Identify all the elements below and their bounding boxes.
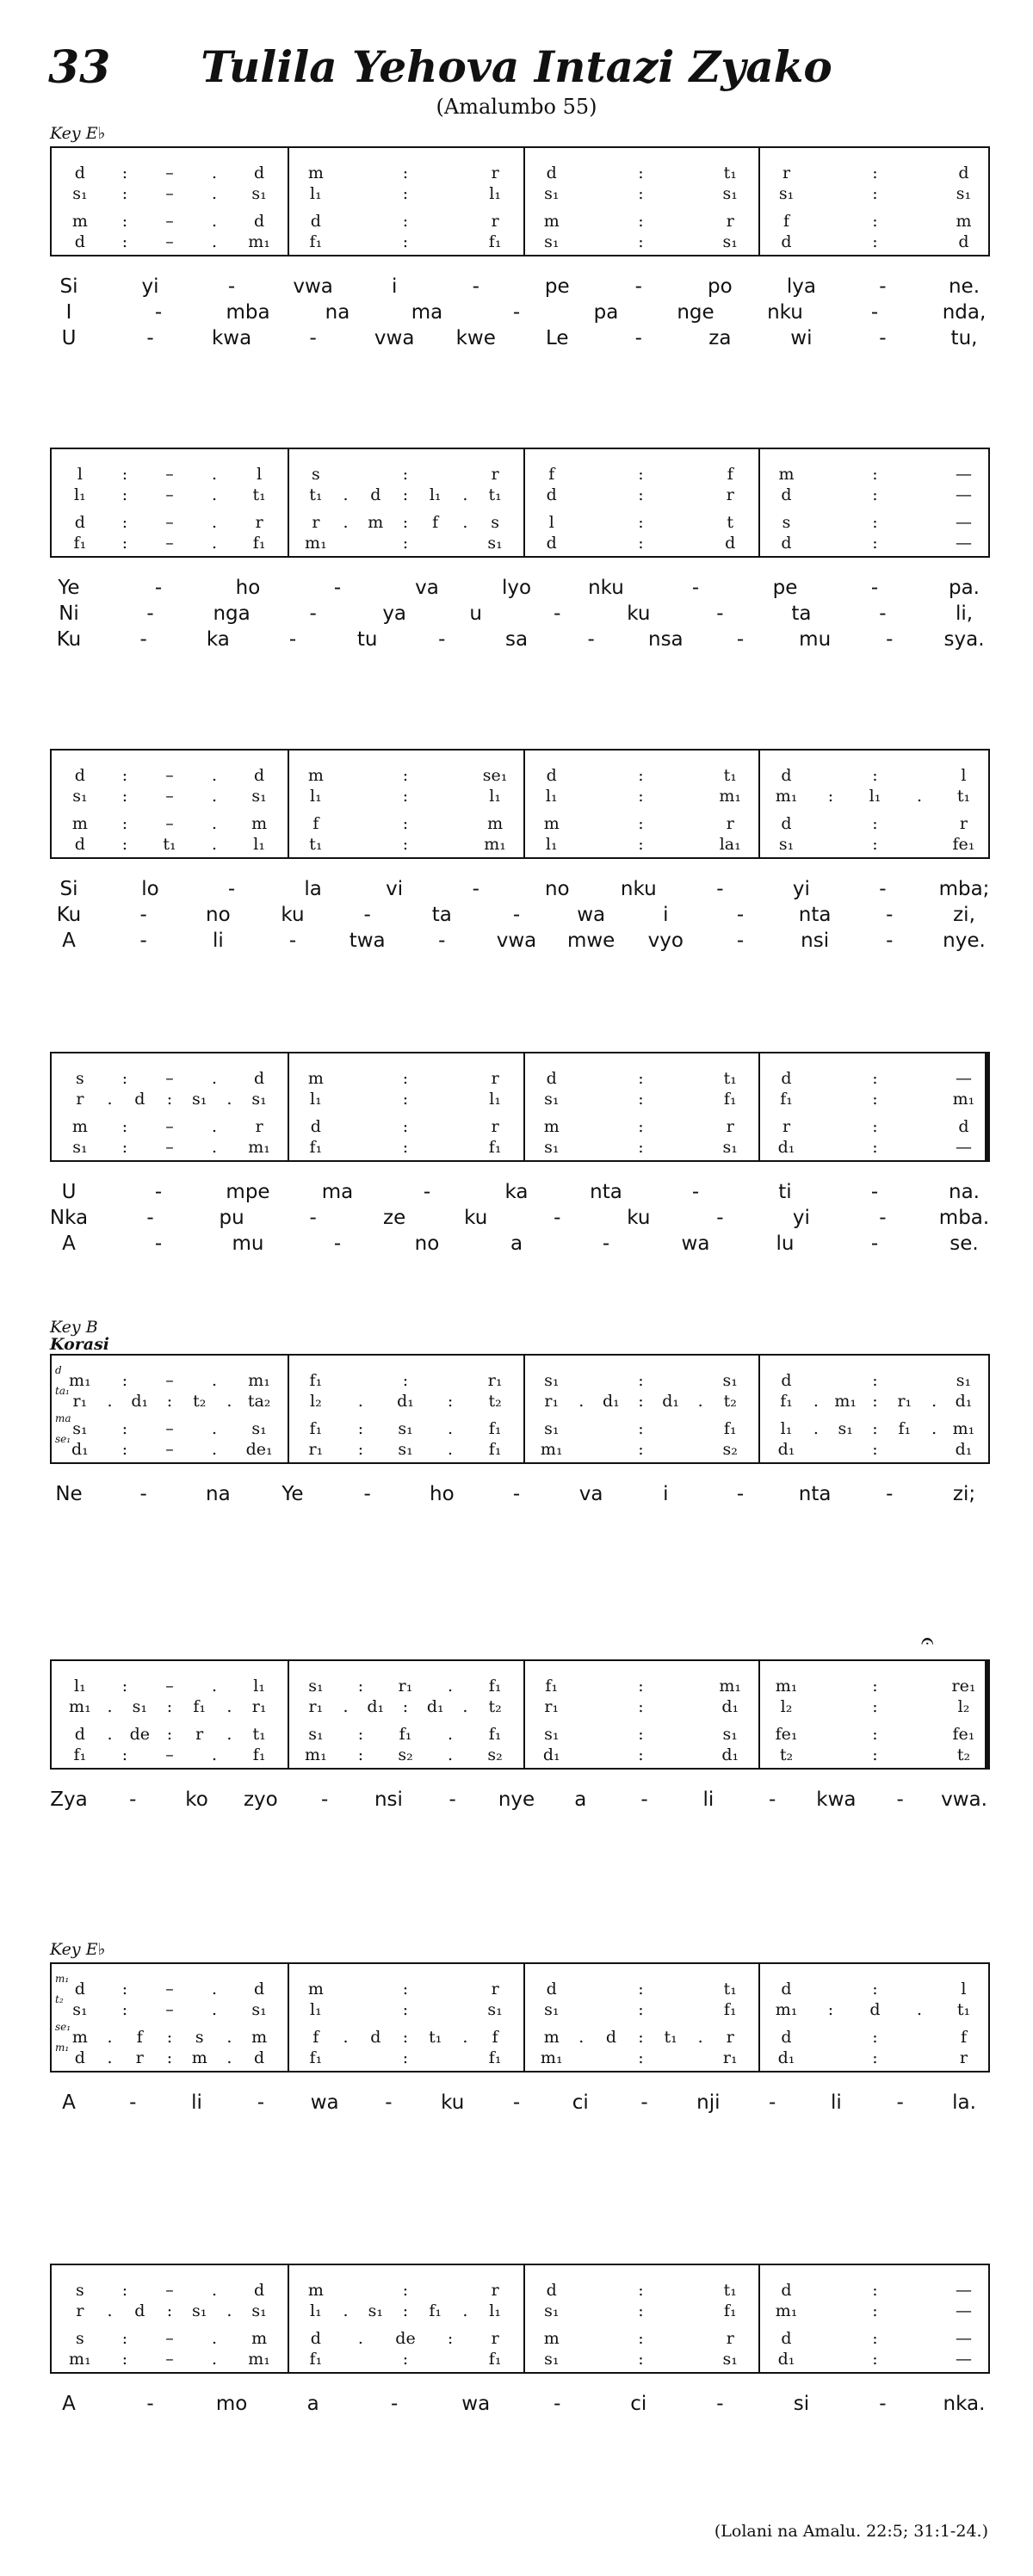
measure: m₁ : s₂ . s₂ [305,1745,503,1764]
voice-row [52,1697,985,1716]
scripture-reference: (Lolani na Amalu. 22:5; 31:1-24.) [714,2522,988,2541]
measure: s₁ : s₁ [544,1138,738,1157]
lyric-line: A - li - twa - vwa mwe vyo - nsi - nye. [62,930,986,952]
measure: l : – . l [77,465,263,484]
voice-row [52,2000,988,2019]
measure: m : r [543,212,734,231]
measure: d . r : m . d [74,2048,265,2067]
measure: s₁ : s₁ [778,184,972,203]
measure: s₁ : s₁ [544,184,738,203]
lyric-line: Ne - na Ye - ho - va i - nta - zi; [55,1483,976,1505]
measure: d : t₁ . l₁ [74,835,265,854]
voice-row [52,485,988,504]
measure: r₁ : s₁ . f₁ [308,1440,502,1459]
measure: f₁ : – . f₁ [73,1745,266,1764]
hymn-number: 33 [48,41,111,94]
measure: d : — [781,1069,972,1088]
voice-marker: d [55,1364,62,1376]
measure: f : m [312,814,504,833]
measure: d₁ : r [777,2048,968,2067]
measure: d : l [781,766,967,785]
voice-marker: m₁ [55,2042,70,2054]
measure: m . d : t₁ . r [543,2028,734,2047]
voice-row [52,835,988,854]
measure: s : – . d [75,2281,265,2300]
lyric-line: Ku - no ku - ta - wa i - nta - zi, [56,904,975,926]
voice-row [52,2350,988,2369]
voice-marker: ta₁ [55,1385,70,1397]
voice-row [52,1090,985,1109]
measure: f₁ : m₁ [780,1090,975,1109]
section-label: Korasi [50,1335,110,1354]
staff-system [50,2264,990,2374]
measure: l₁ : m₁ [545,787,742,806]
voice-marker: se₁ [55,2021,71,2033]
staff-system [50,1354,990,1464]
measure: m₁ : l₁ . t₁ [775,787,971,806]
measure: m : r [307,164,499,182]
lyric-line: Ni - nga - ya u - ku - ta - li, [59,602,974,625]
measure: f₁ : f₁ [309,2350,502,2369]
lyric-line: Zya - ko zyo - nsi - nye a - li - kwa - vwa. [50,1788,987,1811]
voice-row [52,232,988,251]
measure: m : r [543,2329,734,2348]
voice-marker: t₂ [55,1993,64,2005]
measure: f . d : t₁ . f [312,2028,498,2047]
voice-row [52,814,988,833]
measure: s₁ : s₁ [544,232,738,251]
measure: d : r [310,212,499,231]
measure: m : se₁ [307,766,508,785]
measure: r₁ : d₁ [544,1697,739,1716]
measure: m : r [307,2281,499,2300]
measure: f₁ : m₁ [545,1677,742,1696]
voice-row [52,2281,988,2300]
measure: m₁ : s₂ [540,1440,738,1459]
lyric-line: U - mpe ma - ka nta - ti - na. [61,1181,980,1203]
measure: m : – . m [71,814,268,833]
measure: l₂ . d₁ : t₂ [310,1392,502,1411]
measure: d : l [781,1980,967,1998]
measure: m : r [307,1069,499,1088]
measure: m₁ . s₁ : f₁ . r₁ [69,1697,267,1716]
measure: d₁ : d₁ [777,1440,973,1459]
measure: l : t [548,513,734,532]
voice-row [52,1392,988,1411]
measure: d₁ : — [777,1138,972,1157]
voice-row [52,2329,988,2348]
measure: s : — [782,513,972,532]
key-signature: Key E♭ [50,124,106,143]
voice-row [52,1745,985,1764]
measure: f₁ : f₁ [309,2048,502,2067]
measure: m₁ : d . t₁ [775,2000,971,2019]
measure: d : – . m₁ [74,232,270,251]
measure: l₁ : l₁ [310,1090,501,1109]
voice-row [52,465,988,484]
measure: d₁ : d₁ [542,1745,739,1764]
measure: m : — [778,465,972,484]
measure: d : — [781,485,972,504]
measure: m : r [307,1980,499,1998]
measure: d : — [781,2329,972,2348]
measure: s₁ : s₁ [544,1725,738,1744]
voice-row [52,513,988,532]
voice-marker: ma [55,1412,71,1424]
measure: m₁ : r₁ [540,2048,738,2067]
measure: m . f : s . m [71,2028,268,2047]
hymn-title: Tulila Yehova Intazi Zyako [201,41,832,92]
measure: d : — [781,2281,972,2300]
measure: s : – . d [75,1069,265,1088]
measure: r₁ . d₁ : d₁ . t₂ [544,1392,737,1411]
measure: s₁ : s₁ [544,1371,738,1390]
measure: s₁ : f₁ [544,2301,737,2320]
measure: l₁ : – . l₁ [74,1677,265,1696]
measure: d : — [781,534,972,553]
measure: f : m [782,212,972,231]
voice-row [52,1371,988,1390]
staff-system [50,146,990,256]
measure: l₂ : l₂ [780,1697,970,1716]
voice-marker: se₁ [55,1433,71,1445]
measure: l₁ : l₁ [310,184,501,203]
measure: d₁ : – . de₁ [71,1440,273,1459]
measure: s₁ : – . s₁ [72,787,267,806]
voice-row [52,164,988,182]
lyric-line: A - li - wa - ku - ci - nji - li - la. [62,2091,976,2114]
lyric-line: A - mo a - wa - ci - si - nka. [62,2393,986,2415]
measure: d : t₁ [546,1069,737,1088]
measure: d : – . d [74,766,265,785]
measure: f₁ : s₁ . f₁ [309,1419,502,1438]
measure: s₁ : r₁ . f₁ [308,1677,502,1696]
measure: d₁ : — [777,2350,972,2369]
measure: l₁ : l₁ [310,787,501,806]
voice-row [52,1677,985,1696]
measure: d : f [781,2028,967,2047]
measure: m : – . d [71,212,265,231]
measure: l₁ . s₁ : f₁ . m₁ [780,1419,975,1438]
measure: fe₁ : fe₁ [775,1725,975,1744]
measure: s₁ : fe₁ [778,835,975,854]
staff-system [50,1659,990,1770]
voice-row [52,787,988,806]
voice-row [52,2301,988,2320]
lyric-line: A - mu - no a - wa lu - se. [62,1232,979,1255]
voice-row [52,184,988,203]
voice-row [52,1117,985,1136]
measure: f₁ : r₁ [309,1371,503,1390]
measure: d : d [546,534,736,553]
voice-row [52,1980,988,1998]
staff-system [50,1052,990,1162]
voice-row [52,1138,985,1157]
measure: d . de : r [310,2329,499,2348]
measure: d : t₁ [546,766,737,785]
measure: d : r [546,485,734,504]
measure: d : – . r [74,513,263,532]
measure: m₁ : re₁ [775,1677,976,1696]
voice-row [52,2048,988,2067]
measure: r . d : s₁ . s₁ [76,2301,267,2320]
measure: f₁ . m₁ : r₁ . d₁ [780,1392,973,1411]
measure: m : r [543,814,734,833]
voice-row [52,1725,985,1744]
voice-row [52,1440,988,1459]
measure: m₁ : – . m₁ [69,2350,270,2369]
voice-row [52,1069,985,1088]
measure: m₁ : – . m₁ [69,1371,270,1390]
lyric-line: Nka - pu - ze ku - ku - yi - mba. [49,1207,990,1229]
voice-row [52,2028,988,2047]
measure: s₁ : f₁ . f₁ [308,1725,502,1744]
hymn-subtitle: (Amalumbo 55) [436,95,597,119]
measure: d : t₁ [546,1980,737,1998]
measure: l₁ : s₁ [310,2000,503,2019]
measure: d : r [781,814,968,833]
measure: d : – . d [74,164,265,182]
measure: s₁ : f₁ [544,1419,737,1438]
measure: d . de : r . t₁ [74,1725,266,1744]
measure: l₁ . s₁ : f₁ . l₁ [310,2301,501,2320]
measure: t₁ : m₁ [309,835,506,854]
measure: m : – . r [71,1117,263,1136]
voice-row [52,1419,988,1438]
measure: r . d : s₁ . s₁ [76,1090,267,1109]
measure: d : t₁ [546,164,737,182]
lyric-line: Si yi - vwa i - pe - po lya - ne. [59,275,980,298]
voice-row [52,766,988,785]
measure: m₁ : s₁ [305,534,503,553]
measure: s₁ : f₁ [544,1090,737,1109]
measure: d : s₁ [781,1371,972,1390]
measure: s₁ : – . s₁ [72,1419,267,1438]
lyric-line: I - mba na ma - pa nge nku - nda, [65,301,987,324]
measure: d : d [781,232,969,251]
measure: s₁ : – . s₁ [72,2000,267,2019]
fermata-icon: 𝄐 [921,1628,934,1654]
measure: s : r [311,465,499,484]
lyric-line: Ku - ka - tu - sa - nsa - mu - sya. [56,628,985,651]
measure: l₁ : – . t₁ [74,485,266,504]
voice-marker: m₁ [55,1973,70,1985]
measure: d : t₁ [546,2281,737,2300]
staff-system [50,1962,990,2073]
measure: m₁ : — [775,2301,972,2320]
lyric-line: Ye - ho - va lyo nku - pe - pa. [58,577,980,599]
measure: f₁ : f₁ [309,232,502,251]
measure: d : r [310,1117,499,1136]
key-signature: Key B [50,1318,98,1337]
staff-system [50,749,990,859]
measure: l₁ : la₁ [545,835,741,854]
measure: r₁ . d₁ : d₁ . t₂ [308,1697,502,1716]
voice-row [52,212,988,231]
voice-row [52,534,988,553]
measure: f₁ : – . f₁ [73,534,266,553]
measure: s : – . m [75,2329,268,2348]
measure: s₁ : f₁ [544,2000,737,2019]
measure: s₁ : – . s₁ [72,184,267,203]
measure: m : r [543,1117,734,1136]
staff-system [50,448,990,558]
measure: f₁ : f₁ [309,1138,502,1157]
measure: s₁ : s₁ [544,2350,738,2369]
lyric-line: U - kwa - vwa kwe Le - za wi - tu, [61,327,978,349]
key-signature: Key E♭ [50,1940,106,1959]
measure: t₂ : t₂ [779,1745,971,1764]
lyric-line: Si lo - la vi - no nku - yi - mba; [59,878,990,900]
measure: r : d [782,164,969,182]
measure: r : d [782,1117,969,1136]
measure: s₁ : – . m₁ [72,1138,270,1157]
measure: f : f [548,465,733,484]
measure: d : – . d [74,1980,265,1998]
measure: t₁ . d : l₁ . t₁ [309,485,502,504]
measure: r₁ . d₁ : t₂ . ta₂ [72,1392,271,1411]
measure: r . m : f . s [312,513,499,532]
